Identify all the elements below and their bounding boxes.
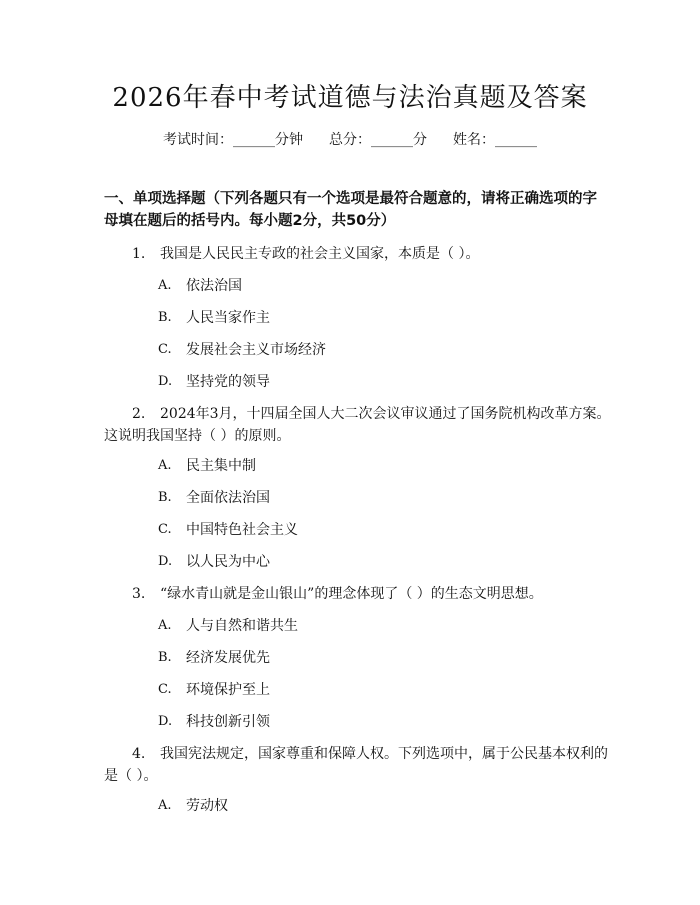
option-letter: C.: [158, 682, 172, 697]
option-letter: A.: [158, 618, 172, 633]
question-text-wrap: [104, 743, 614, 787]
option-letter: A.: [158, 798, 172, 813]
option-text: 科技创新引领: [186, 714, 270, 730]
question-text: “绿水青山就是金山银山”的理念体现了（ ）的生态文明思想。: [160, 586, 543, 602]
option-text: 以人民为中心: [186, 554, 270, 570]
question-text-wrap: [104, 403, 614, 447]
option-letter: C.: [158, 522, 172, 537]
exam-time-field: 考试时间：______分钟: [163, 132, 303, 148]
option-text: 劳动权: [186, 798, 228, 814]
option-text: 依法治国: [186, 278, 242, 294]
option-text: 人民当家作主: [186, 310, 270, 326]
option-letter: A.: [158, 458, 172, 473]
option-text: 民主集中制: [186, 458, 256, 474]
page-title: 2026年春中考试道德与法治真题及答案: [112, 83, 588, 113]
option-letter: A.: [158, 278, 172, 293]
option-letter: B.: [158, 490, 172, 505]
option-letter: D.: [158, 554, 173, 569]
option-letter: C.: [158, 342, 172, 357]
name-field: 姓名：______: [453, 132, 537, 148]
option-text: 环境保护至上: [186, 682, 270, 698]
option-text: 经济发展优先: [186, 650, 270, 666]
option-text: 全面依法治国: [186, 490, 270, 506]
question-number: 1.: [132, 246, 146, 262]
option-letter: B.: [158, 310, 172, 325]
question-text: 我国是人民民主专政的社会主义国家，本质是（ ）。: [160, 246, 480, 262]
exam-meta: [0, 130, 700, 150]
option-text: 发展社会主义市场经济: [186, 342, 326, 358]
option-letter: B.: [158, 650, 172, 665]
option-text: 人与自然和谐共生: [186, 618, 298, 634]
option-text: 中国特色社会主义: [186, 522, 298, 538]
question-number: 3.: [132, 586, 146, 602]
option-letter: D.: [158, 714, 173, 729]
option-text: 坚持党的领导: [186, 374, 270, 390]
option-letter: D.: [158, 374, 173, 389]
section-heading: 一、单项选择题（下列各题只有一个选项是最符合题意的，请将正确选项的字母填在题后的括号内。每小题2分，共50分）: [104, 191, 597, 229]
question-number: 4.: [132, 746, 146, 762]
question-number: 2.: [132, 406, 146, 422]
question-text: 2024年3月，十四届全国人大二次会议审议通过了国务院机构改革方案。这说明我国坚持（ ）的原则。: [104, 406, 611, 444]
total-score-field: 总分：______分: [329, 132, 427, 148]
question-text: 我国宪法规定，国家尊重和保障人权。下列选项中，属于公民基本权利的是（ ）。: [104, 746, 608, 784]
